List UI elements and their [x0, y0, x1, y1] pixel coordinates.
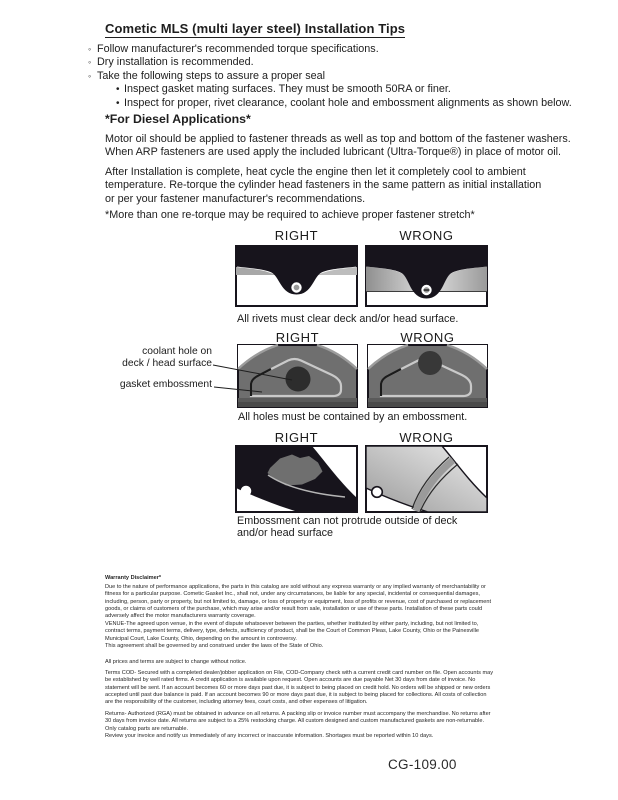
fine-print-line: VENUE-The agreed upon venue, in the event of dispute whatsoever between the parties, whether instituted by either party, including, but not limited to, [105, 621, 479, 627]
tip-text: Take the following steps to assure a proper seal [97, 69, 326, 82]
fine-print-line: accepted until past due balance is paid. If an account becomes 90 or more days past due, it is subject to being placed for collections. All costs of collection [105, 691, 487, 698]
fine-print-line: are the responsibility of the customer, including attorney fees, court costs, and other expenses of litigation. [105, 699, 368, 706]
fine-print-closing-paragraph [105, 726, 433, 741]
fine-print-line: Municipal Court, Lake County, Ohio, depending on the amount in controversy. [105, 635, 297, 642]
open-bullet-icon: ◦ [88, 44, 92, 54]
fine-print-line: goods, or claims of customers of the purchase, which may arise and/or result from sale, installation or use of these parts. Installation of these parts could [105, 605, 483, 612]
diagram-row-embossment [0, 430, 618, 540]
diagram-caption: All holes must be contained by an embossment. [238, 411, 468, 423]
tip-item [88, 70, 572, 83]
paragraph-line: When ARP fasteners are used apply the included lubricant (Ultra-Torque®) in place of motor oil. [105, 146, 562, 159]
diagram-caption: All rivets must clear deck and/or head surface. [237, 313, 459, 325]
right-label: RIGHT [274, 228, 319, 243]
tips-list [88, 43, 572, 110]
fine-print-line: adversely affect the motor manufacturers warranty coverage. [105, 613, 256, 620]
right-label: RIGHT [274, 430, 319, 445]
rivet-right-diagram [235, 245, 358, 307]
tip-item [88, 43, 572, 56]
hole-wrong-diagram [367, 344, 488, 408]
tip-text: Follow manufacturer's recommended torque specifications. [97, 43, 379, 55]
fine-print-line: Only catalog parts are returnable. [105, 726, 189, 732]
diesel-paragraph-3 [105, 209, 475, 222]
tip-text: Dry installation is recommended. [97, 56, 254, 69]
fine-print-line: Review your invoice and notify us immediately of any incorrect or inaccurate information. Shortages must be reported within 10 days. [105, 733, 434, 740]
fine-print-line: Returns- Authorized (RGA) must be obtained in advance on all returns. A packing slip or invoice number must accompany the merchandise. No returns after [105, 711, 491, 717]
diagram-row-rivets [0, 228, 618, 330]
fine-print-line: 30 days from invoice date. All returns are subject to a 25% restocking charge. All custom designed and custom manufactured gaskets are non-returnable. [105, 718, 485, 725]
wrong-label: WRONG [399, 430, 454, 445]
tip-item [88, 56, 572, 69]
fine-print-line: be established by well rated firms. A credit application is available upon request. Open accounts are due payable Net 30 days from date of invoice. No [105, 677, 476, 684]
caption-line: and/or head surface [237, 526, 334, 539]
fine-print-line: fitness for a particular purpose. Cometic Gasket Inc., shall not, under any circumstances, be liable for any special, incidental or consequential damages, [105, 591, 480, 598]
label-line: deck / head surface [122, 357, 212, 369]
embossment-wrong-diagram [365, 445, 488, 513]
fine-print-line: Terms COD- Secured with a completed dealer/jobber application on File, COD-Company check with a current credit card number on file. Open accounts may [105, 670, 494, 676]
diesel-section-heading: *For Diesel Applications* [105, 112, 251, 126]
tip-text: Inspect gasket mating surfaces. They must be smooth 50RA or finer. [124, 83, 451, 96]
fine-print-line: statement will be sent. If an account becomes 60 or more days past due, it is subject to being placed on credit hold. No orders will be shipped or new orders [105, 684, 491, 691]
diagram-caption [237, 516, 457, 539]
open-bullet-icon: ◦ [88, 57, 92, 68]
paragraph-line: temperature. Re-torque the cylinder head fasteners in the same pattern as initial installation [105, 179, 542, 192]
fine-print-line: contract terms, payment terms, delivery, type, defects, sufficiency of product, shall be the Court of Common Pleas, Lake County, Ohio or the Painesville [105, 628, 480, 635]
fine-print-terms-paragraph [105, 670, 493, 706]
fine-print-line: including, person, party or property, but not limited to, damage, or loss of property or equipment, loss of profits or revenue, cost of purchased or replacement [105, 598, 492, 605]
fine-print-warranty-paragraph [105, 584, 491, 620]
fine-print-line: This agreement shall be governed by and construed under the laws of the State of Ohio. [105, 642, 324, 649]
diesel-paragraph-1 [105, 133, 571, 160]
gasket-embossment-label: gasket embossment [119, 379, 212, 390]
page-title: Cometic MLS (multi layer steel) Installation Tips [105, 21, 406, 36]
filled-bullet-icon: • [116, 97, 120, 109]
rivet-wrong-diagram [365, 245, 488, 307]
coolant-hole-label [100, 346, 212, 369]
diesel-paragraph-2 [105, 166, 541, 206]
tip-text: Inspect for proper, rivet clearance, coolant hole and embossment alignments as shown below. [124, 96, 572, 109]
paragraph-line: After Installation is complete, heat cycle the engine then let it completely cool to ambient [105, 166, 526, 178]
wrong-label: WRONG [400, 330, 455, 345]
fine-print-prices-line [105, 659, 246, 666]
embossment-right-diagram [235, 445, 358, 513]
paragraph-line: *More than one re-torque may be required to achieve proper fastener stretch* [105, 209, 475, 221]
paragraph-line: Motor oil should be applied to fastener threads as well as top and bottom of the fastener washers. [105, 133, 571, 145]
fine-print-line: All prices and terms are subject to change without notice. [105, 659, 247, 665]
fine-print-line: Due to the nature of performance applications, the parts in this catalog are sold without any express warranty or any implied warranty of merchantability or [105, 584, 486, 590]
fine-print-venue-paragraph [105, 621, 479, 650]
page-number: CG-109.00 [388, 757, 457, 772]
label-line: coolant hole on [142, 346, 212, 357]
filled-bullet-icon: • [116, 84, 120, 96]
wrong-label: WRONG [399, 228, 454, 243]
right-label: RIGHT [275, 330, 320, 345]
hole-right-diagram [237, 344, 358, 408]
tip-sub-item [116, 83, 572, 96]
fine-print-heading: Warranty Disclaimer* [105, 575, 162, 581]
tip-sub-item [116, 97, 572, 110]
caption-line: Embossment can not protrude outside of deck [237, 515, 458, 527]
paragraph-line: or per your fastener manufacturer's recommendations. [105, 192, 366, 205]
fine-print-returns-paragraph [105, 711, 491, 726]
diagram-row-coolant-holes [0, 330, 618, 430]
open-bullet-icon: ◦ [88, 70, 92, 81]
